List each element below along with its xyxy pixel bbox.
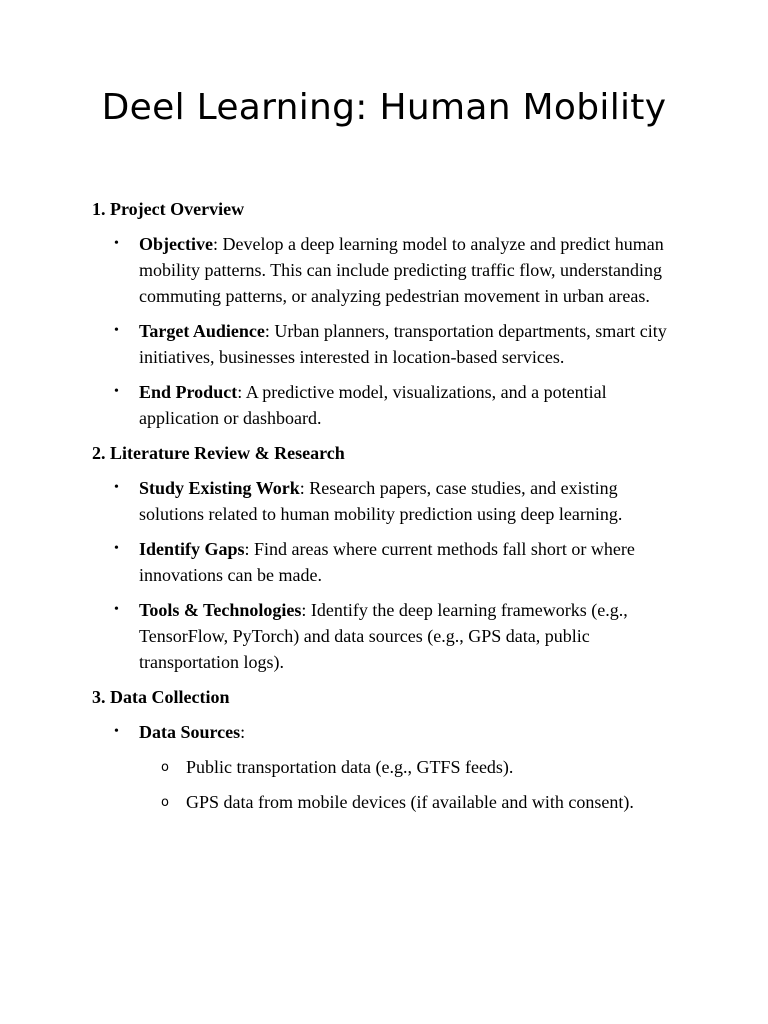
bullet-list: [92, 231, 682, 431]
list-item: [92, 318, 682, 370]
list-item: [92, 379, 682, 431]
circle-bullet-icon: o: [161, 760, 169, 775]
section-data-collection: [92, 684, 682, 815]
bullet-list: [92, 719, 682, 815]
section-heading: 2. Literature Review & Research: [92, 443, 345, 463]
item-term: End Product: [139, 382, 238, 402]
item-text: : A predictive model, visualizations, and a potential application or dashboard.: [139, 382, 607, 428]
item-text: : Develop a deep learning model to analyze and predict human mobility patterns. This can include predicting traffic flow, understanding commuting patterns, or analyzing pedestrian movement in urban areas.: [139, 234, 664, 306]
item-term: Tools & Technologies: [139, 600, 302, 620]
item-text: : Identify the deep learning frameworks (e.g., TensorFlow, PyTorch) and data sources (e.g., GPS data, public transportation logs).: [139, 600, 628, 672]
document-title: Deel Learning: Human Mobility: [101, 87, 667, 128]
item-term: Data Sources: [139, 722, 241, 742]
item-text: : Research papers, case studies, and existing solutions related to human mobility prediction using deep learning.: [139, 478, 623, 524]
bullet-list: [92, 475, 682, 675]
bullet-icon: •: [114, 323, 119, 338]
item-term: Identify Gaps: [139, 539, 245, 559]
sub-item-text: Public transportation data (e.g., GTFS feeds).: [186, 757, 514, 777]
sub-item-text: GPS data from mobile devices (if available and with consent).: [186, 792, 634, 812]
section-heading: 1. Project Overview: [92, 199, 245, 219]
bullet-icon: •: [114, 541, 119, 556]
item-term: Target Audience: [139, 321, 265, 341]
section-heading: 3. Data Collection: [92, 687, 230, 707]
list-item: [92, 719, 682, 815]
bullet-icon: •: [114, 236, 119, 251]
list-item: [92, 536, 682, 588]
bullet-icon: •: [114, 480, 119, 495]
bullet-icon: •: [114, 724, 119, 739]
bullet-icon: •: [114, 602, 119, 617]
item-text: : Find areas where current methods fall short or where innovations can be made.: [139, 539, 635, 585]
item-text: : Urban planners, transportation departments, smart city initiatives, businesses interested in location-based services.: [139, 321, 667, 367]
document-body: [92, 196, 682, 824]
sub-list-item: [139, 754, 682, 780]
circle-bullet-icon: o: [161, 795, 169, 810]
sub-bullet-list: [139, 754, 682, 815]
sub-list-item: [139, 789, 682, 815]
item-term: Objective: [139, 234, 213, 254]
list-item: [92, 475, 682, 527]
list-item: [92, 231, 682, 309]
list-item: [92, 597, 682, 675]
item-term: Study Existing Work: [139, 478, 300, 498]
section-project-overview: [92, 196, 682, 431]
bullet-icon: •: [114, 384, 119, 399]
section-literature-review: [92, 440, 682, 675]
item-text: :: [240, 722, 246, 742]
